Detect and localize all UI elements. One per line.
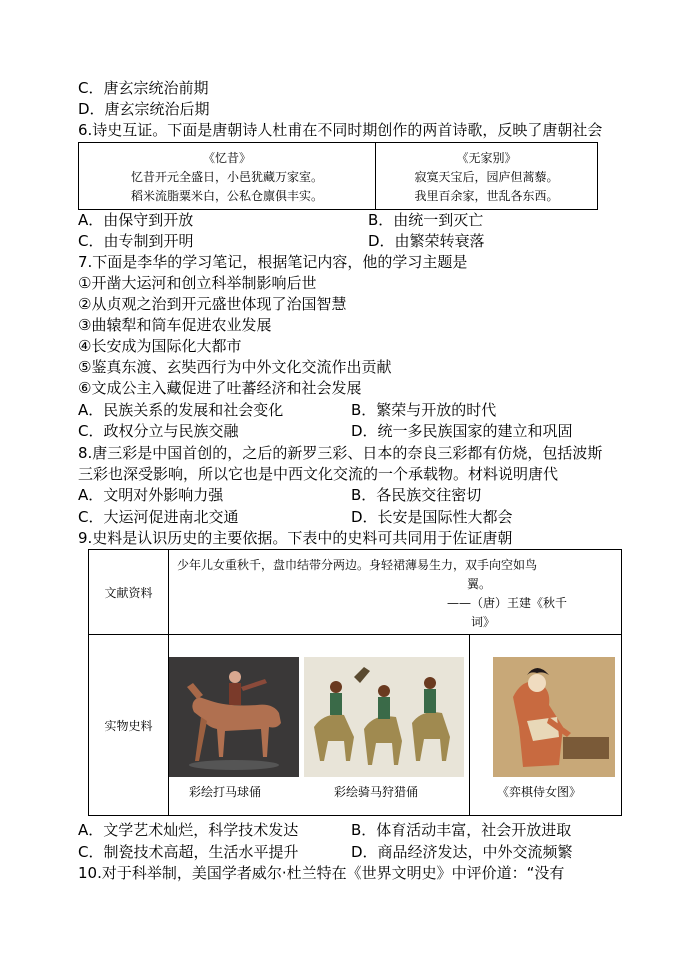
q8-option-d: D．长安是国际性大都会 — [351, 508, 513, 526]
literary-source-row — [89, 550, 621, 635]
q9-option-a: A．文学艺术灿烂，科学技术发达 — [78, 821, 299, 839]
q8-stem-1: 8.唐三彩是中国首创的，之后的新罗三彩、日本的奈良三彩都有仿烧，包括波斯 — [78, 444, 603, 462]
weiqi-lady-painting-image — [493, 657, 615, 777]
hunting-figurines-image — [304, 657, 464, 777]
q7-note-3: ③曲辕犁和筒车促进农业发展 — [78, 316, 272, 334]
q7-note-2: ②从贞观之治到开元盛世体现了治国智慧 — [78, 295, 347, 313]
poem-wujiabie — [376, 143, 597, 209]
poem-line: 忆昔开元全盛日，小邑犹藏万家室。 — [130, 170, 323, 184]
q6-option-a: A．由保守到开放 — [78, 211, 194, 229]
q8-option-c: C．大运河促进南北交通 — [78, 508, 239, 526]
caption: 《弈棋侍女图》 — [497, 785, 582, 799]
quote-source: ——（唐）王建《秋千 — [447, 596, 568, 610]
q7-note-5: ⑤鉴真东渡、玄奘西行为中外文化交流作出贡献 — [78, 358, 392, 376]
q9-option-d: D．商品经济发达，中外交流频繁 — [351, 843, 573, 861]
poem-line: 寂寞天宝后，园庐但蒿藜。 — [414, 170, 559, 184]
quote-line: 少年儿女重秋千，盘巾结带分两边。身轻裙薄易生力，双手向空如鸟 — [177, 558, 538, 572]
q9-option-c: C．制瓷技术高超，生活水平提升 — [78, 843, 299, 861]
q7-option-a: A．民族关系的发展和社会变化 — [78, 401, 284, 419]
poem-yixi — [79, 143, 376, 209]
poem-title: 《忆昔》 — [202, 151, 251, 165]
q7-note-6: ⑥文成公主入藏促进了吐蕃经济和社会发展 — [78, 379, 362, 397]
q9-stem: 9.史料是认识历史的主要依据。下表中的史料可共同用于佐证唐朝 — [78, 529, 513, 547]
q8-stem-2: 三彩也深受影响，所以它也是中西文化交流的一个承载物。材料说明唐代 — [78, 465, 559, 483]
sources-table — [88, 549, 622, 816]
q8-option-b: B．各民族交往密切 — [351, 486, 482, 504]
quote-line: 翼。 — [467, 577, 492, 591]
qiuqian-quote — [177, 556, 607, 632]
caption: 彩绘骑马狩猎俑 — [334, 785, 419, 799]
q8-option-a: A．文明对外影响力强 — [78, 486, 224, 504]
q6-option-b: B．由统一到灭亡 — [368, 211, 484, 229]
q7-option-b: B．繁荣与开放的时代 — [351, 401, 497, 419]
q5-option-d: D．唐玄宗统治后期 — [78, 100, 210, 118]
q5-option-c: C．唐玄宗统治前期 — [78, 79, 209, 97]
poems-table — [78, 142, 598, 210]
q7-stem: 7.下面是李华的学习笔记，根据笔记内容，他的学习主题是 — [78, 253, 468, 271]
artifact-source-row — [89, 635, 621, 815]
q7-note-4: ④长安成为国际化大都市 — [78, 337, 242, 355]
q7-note-1: ①开凿大运河和创立科举制影响后世 — [78, 274, 317, 292]
polo-figurine-image — [169, 657, 299, 777]
row-header: 文献资料 — [89, 550, 169, 634]
q6-stem: 6.诗史互证。下面是唐朝诗人杜甫在不同时期创作的两首诗歌，反映了唐朝社会 — [78, 121, 603, 139]
poem-line: 稻米流脂粟米白，公私仓廪俱丰实。 — [130, 189, 323, 203]
poem-title: 《无家别》 — [456, 151, 517, 165]
q6-option-c: C．由专制到开明 — [78, 232, 194, 250]
poem-line: 我里百余家，世乱各东西。 — [414, 189, 559, 203]
quote-source: 词》 — [471, 615, 496, 629]
caption: 彩绘打马球俑 — [189, 785, 262, 799]
q7-option-d: D．统一多民族国家的建立和巩固 — [351, 422, 573, 440]
column-divider — [469, 635, 470, 815]
q7-option-c: C．政权分立与民族交融 — [78, 422, 239, 440]
row-header: 实物史料 — [89, 635, 169, 815]
q9-option-b: B．体育活动丰富，社会开放进取 — [351, 821, 572, 839]
q10-stem: 10.对于科举制，美国学者威尔·杜兰特在《世界文明史》中评价道：“没有 — [78, 864, 565, 882]
q6-option-d: D．由繁荣转衰落 — [368, 232, 485, 250]
